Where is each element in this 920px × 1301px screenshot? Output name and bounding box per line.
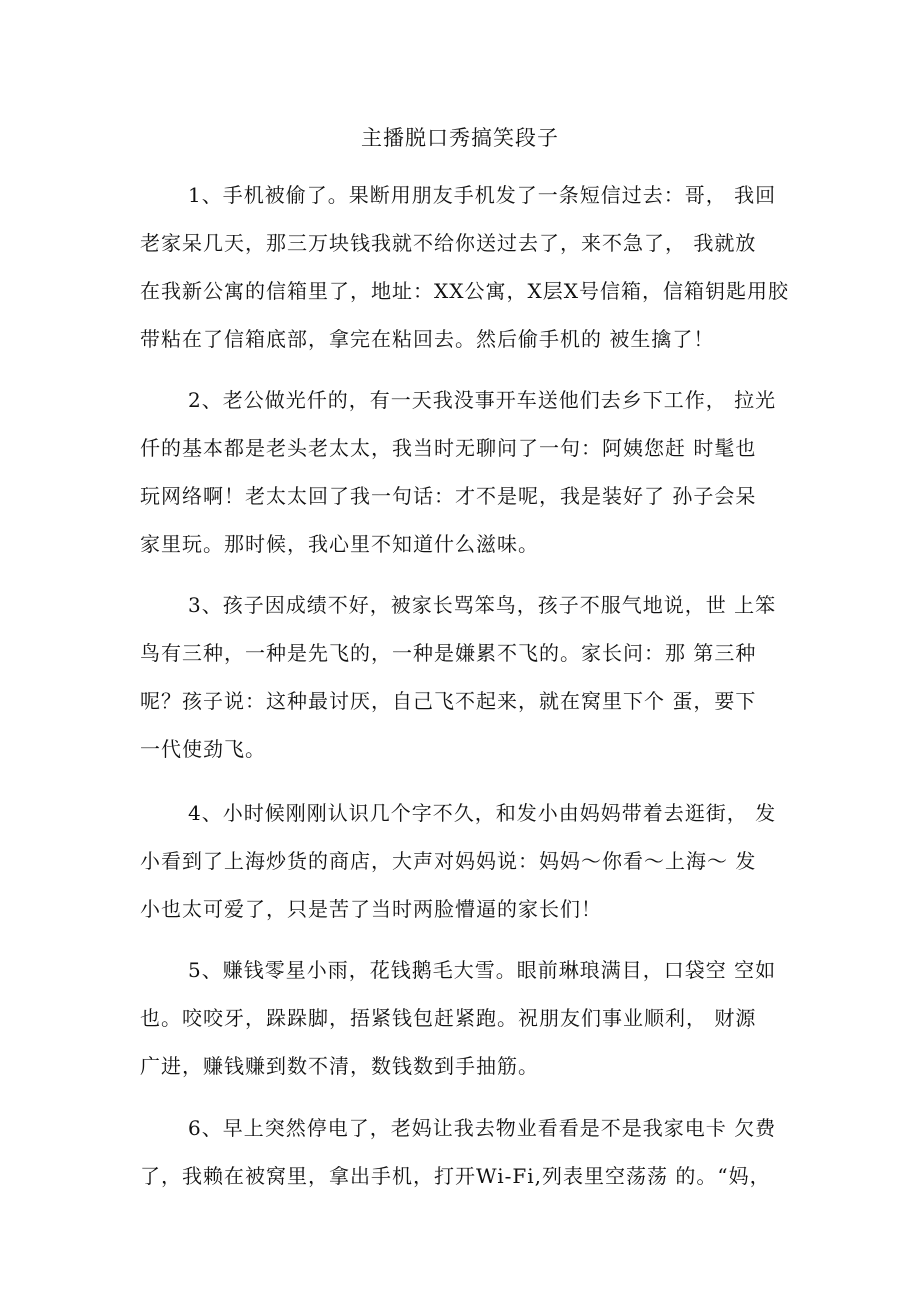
paragraph-line: 2、老公做光仟的，有一天我没事开车送他们去乡下工作， 拉光	[188, 388, 777, 412]
paragraph-line: 呢？孩子说：这种最讨厌，自己飞不起来，就在窝里下个 蛋，要下	[140, 689, 757, 713]
paragraph-line: 6、早上突然停电了，老妈让我去物业看看是不是我家电卡 欠费	[188, 1116, 777, 1140]
paragraph-line: 仟的基本都是老头老太太，我当时无聊问了一句：阿姨您赶 时髦也	[140, 436, 757, 460]
paragraph-line: 小看到了上海炒货的商店，大声对妈妈说：妈妈～你看～上海～ 发	[140, 849, 757, 873]
paragraph-line: 家里玩。那时候，我心里不知道什么滋味。	[140, 532, 539, 556]
paragraph-line: 一代使劲飞。	[140, 737, 266, 761]
paragraph-line: 4、小时候刚刚认识几个字不久，和发小由妈妈带着去逛街， 发	[188, 801, 777, 825]
paragraph-line: 老家呆几天，那三万块钱我就不给你送过去了，来不急了， 我就放	[140, 231, 757, 255]
paragraph-line: 1、手机被偷了。果断用朋友手机发了一条短信过去：哥， 我回	[188, 183, 777, 207]
paragraph-line: 玩网络啊！老太太回了我一句话：才不是呢，我是装好了 孙子会呆	[140, 484, 757, 508]
paragraph-line: 在我新公寓的信箱里了，地址：XX公寓，X层X号信箱，信箱钥匙用胶	[140, 279, 789, 303]
paragraph-line: 鸟有三种，一种是先飞的，一种是嫌累不飞的。家长问：那 第三种	[140, 641, 757, 665]
paragraph-line: 3、孩子因成绩不好，被家长骂笨鸟，孩子不服气地说，世 上笨	[188, 593, 777, 617]
paragraph-line: 小也太可爱了，只是苦了当时两脸懵逼的家长们！	[140, 897, 602, 921]
document-title: 主播脱口秀搞笑段子	[361, 126, 559, 150]
paragraph-line: 带粘在了信箱底部，拿完在粘回去。然后偷手机的 被生擒了！	[140, 327, 715, 351]
paragraph-line: 了，我赖在被窝里，拿出手机，打开Wi-Fi,列表里空荡荡 的。“妈，	[140, 1164, 771, 1188]
paragraph-line: 也。咬咬牙，跺跺脚，捂紧钱包赶紧跑。祝朋友们事业顺利， 财源	[140, 1006, 757, 1030]
paragraph-line: 广进，赚钱赚到数不清，数钱数到手抽筋。	[140, 1054, 539, 1078]
paragraph-line: 5、赚钱零星小雨，花钱鹅毛大雪。眼前琳琅满目，口袋空 空如	[188, 958, 777, 982]
